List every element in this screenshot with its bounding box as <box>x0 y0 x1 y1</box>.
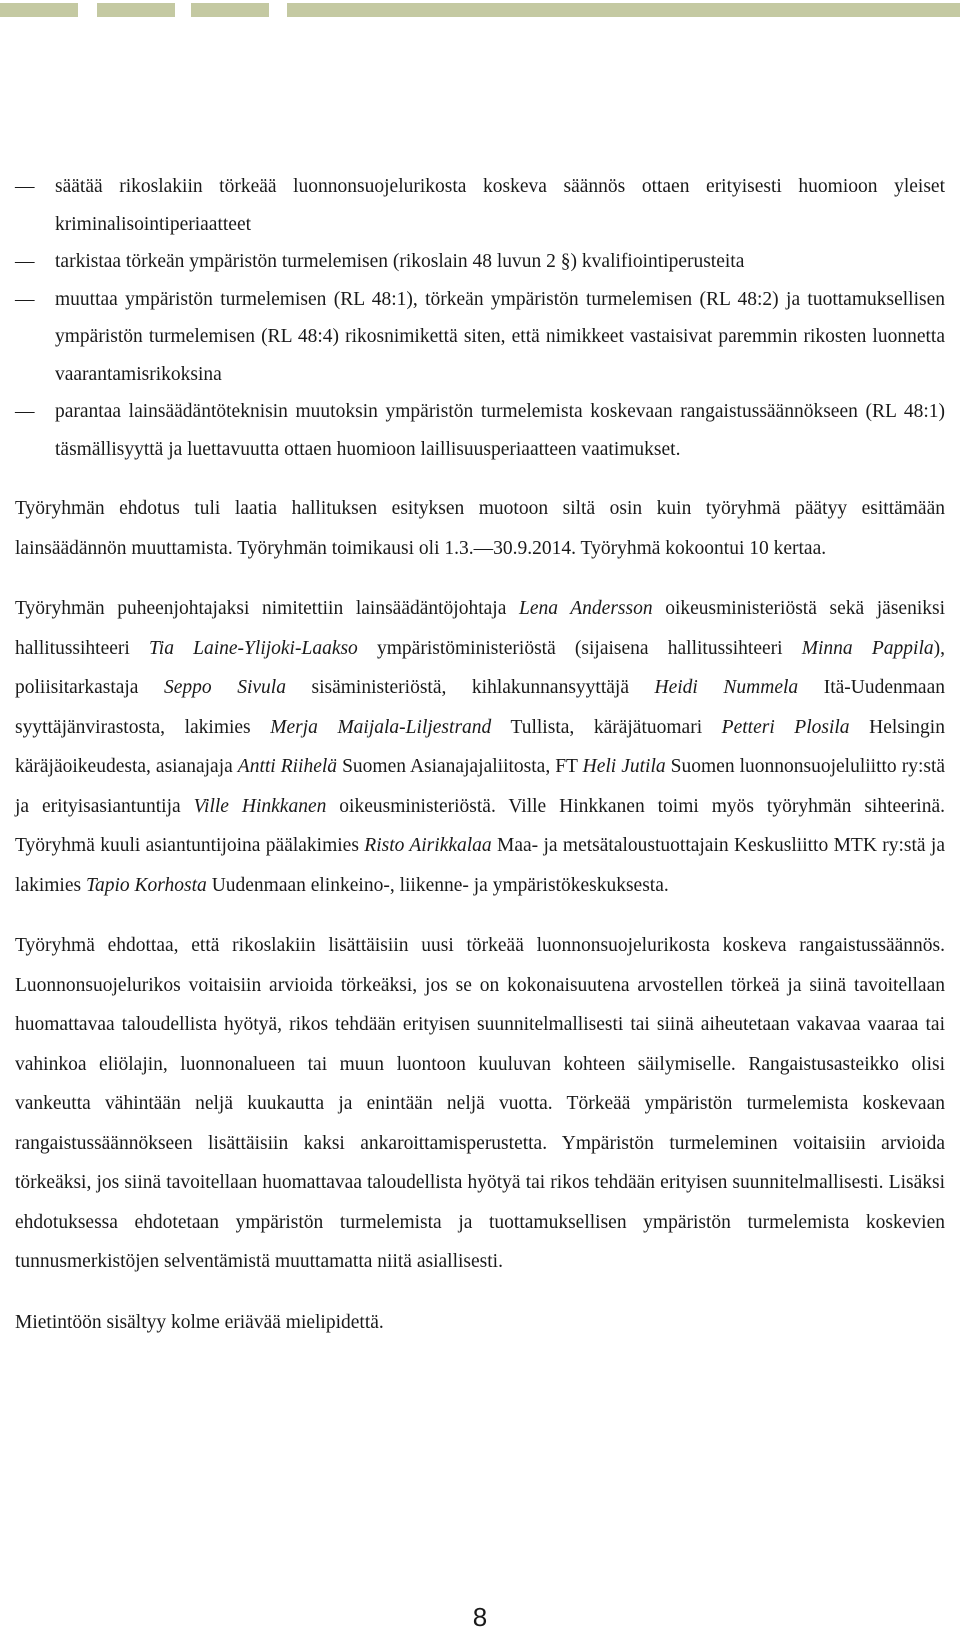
bullet-item <box>15 168 945 243</box>
text-run: Suomen Asianajajaliitosta, FT <box>337 756 583 777</box>
text-run: Maa- ja metsätaloustuottajain Keskusliitto MTK ry:stä ja lakimies <box>15 835 945 896</box>
bullet-text: parantaa lainsäädäntöteknisin muutoksin ympäristön turmelemista koskevaan rangaistussäännökseen (RL 48:1) täsmällisyyttä ja luettavuutta ottaen huomioon laillisuusperiaatteen vaatimukset. <box>55 401 945 460</box>
document-body <box>15 168 945 1342</box>
person-name: Tia Laine-Ylijoki-Laakso <box>149 637 358 659</box>
text-run: oikeusministeriöstä sekä jäseniksi hallitussihteeri <box>15 598 945 659</box>
text-run: Itä-Uudenmaan syyttäjänvirastosta, lakimies <box>15 677 945 738</box>
page-number: 8 <box>472 1602 488 1632</box>
header-bar-1 <box>0 3 78 17</box>
person-name: Tapio Korhosta <box>85 874 207 896</box>
person-name: Petteri Plosila <box>721 716 850 738</box>
bullet-item <box>15 281 945 394</box>
person-name: Seppo Sivula <box>164 677 286 698</box>
person-name: Heli Jutila <box>582 756 666 777</box>
header-bar-2 <box>97 3 175 17</box>
bullet-item <box>15 243 945 281</box>
person-name: Ville Hinkkanen <box>193 795 327 817</box>
text-run: Helsingin käräjäoikeudesta, asianajaja <box>15 716 945 777</box>
bullet-dash: — <box>15 401 35 422</box>
text-run: oikeusministeriöstä. Ville Hinkkanen toimi myös työryhmän sihteerinä. Työryhmä kuuli asiantuntijoina päälakimies <box>15 795 946 856</box>
bullet-text: tarkistaa törkeän ympäristön turmelemisen (rikoslain 48 luvun 2 §) kvalifiointiperusteita <box>55 251 745 272</box>
text-run: Uudenmaan elinkeino-, liikenne- ja ympäristökeskuksesta. <box>206 874 669 896</box>
paragraph-proposal: Työryhmä ehdottaa, että rikoslakiin lisättäisiin uusi törkeää luonnonsuojelurikosta koskeva rangaistussäännös. Luonnonsuojelurikos voitaisiin arvioida törkeäksi, jos se on kokonaisuutena arvostellen törkeä ja siinä tavoitellaan huomattavaa taloudellista hyötyä, rikos tehdään erityisen suunnitelmallisesti tai siinä aiheutetaan vakavaa vaaraa tai vahinkoa eliölajin, luonnonalueen tai muun luontoon kuuluvan kohteen säilymiselle. Rangaistusasteikko olisi vankeutta vähintään neljä kuukautta ja enintään neljä vuotta. Törkeää ympäristön turmelemista koskevaan rangaistussäännökseen lisättäisiin kaksi ankaroittamisperustetta. Ympäristön turmeleminen voitaisiin arvioida törkeäksi, jos siinä tavoitellaan huomattavaa taloudellista hyötyä tai rikos tehdään erityisen suunnitelmallisesti. Lisäksi ehdotuksessa ehdotetaan ympäristön turmelemista ja tuottamuksellisen ympäristön turmelemista koskevien tunnusmerkistöjen selventämistä muuttamatta niitä asiallisesti. <box>15 935 945 1272</box>
paragraph-dissent: Mietintöön sisältyy kolme eriävää mielipidettä. <box>15 1311 384 1333</box>
person-name: Antti Riihelä <box>237 756 338 777</box>
person-name: Lena Andersson <box>519 598 653 619</box>
bullet-dash: — <box>15 176 35 197</box>
paragraph-mandate: Työryhmän ehdotus tuli laatia hallituksen esityksen muotoon siltä osin kuin työryhmä päätyy esittämään lainsäädännön muuttamista. Työryhmän toimikausi oli 1.3.—30.9.2014. Työryhmä kokoontui 10 kertaa. <box>15 498 945 559</box>
text-run: ), poliisitarkastaja <box>15 637 945 698</box>
text-run: Työryhmän puheenjohtajaksi nimitettiin lainsäädäntöjohtaja <box>15 598 519 619</box>
header-bar-4 <box>287 3 960 17</box>
header-bar-3 <box>191 3 269 17</box>
person-name: Heidi Nummela <box>654 677 799 698</box>
bullet-dash: — <box>15 251 35 272</box>
bullet-text: säätää rikoslakiin törkeää luonnonsuojelurikosta koskeva säännös ottaen erityisesti huomioon yleiset kriminalisointiperiaatteet <box>55 176 945 235</box>
person-name: Minna Pappila <box>801 637 934 659</box>
person-name: Merja Maijala-Liljestrand <box>270 716 492 738</box>
bullet-item <box>15 393 945 468</box>
bullet-dash: — <box>15 288 35 310</box>
text-run: Suomen luonnonsuojeluliitto ry:stä ja erityisasiantuntija <box>15 756 946 817</box>
text-run: sisäministeriöstä, kihlakunnansyyttäjä <box>285 677 655 698</box>
text-run: Tullista, käräjätuomari <box>491 716 722 738</box>
paragraph-members <box>15 589 945 905</box>
text-run: ympäristöministeriöstä (sijaisena hallitussihteeri <box>357 637 802 659</box>
person-name: Risto Airikkalaa <box>364 835 492 856</box>
bullet-text: muuttaa ympäristön turmelemisen (RL 48:1), törkeän ympäristön turmelemisen (RL 48:2) ja tuottamuksellisen ympäristön turmelemisen (RL 48:4) rikosnimikettä siten, että nimikkeet vastaisivat paremmin rikosten luonnetta vaarantamisrikoksina <box>55 288 945 385</box>
